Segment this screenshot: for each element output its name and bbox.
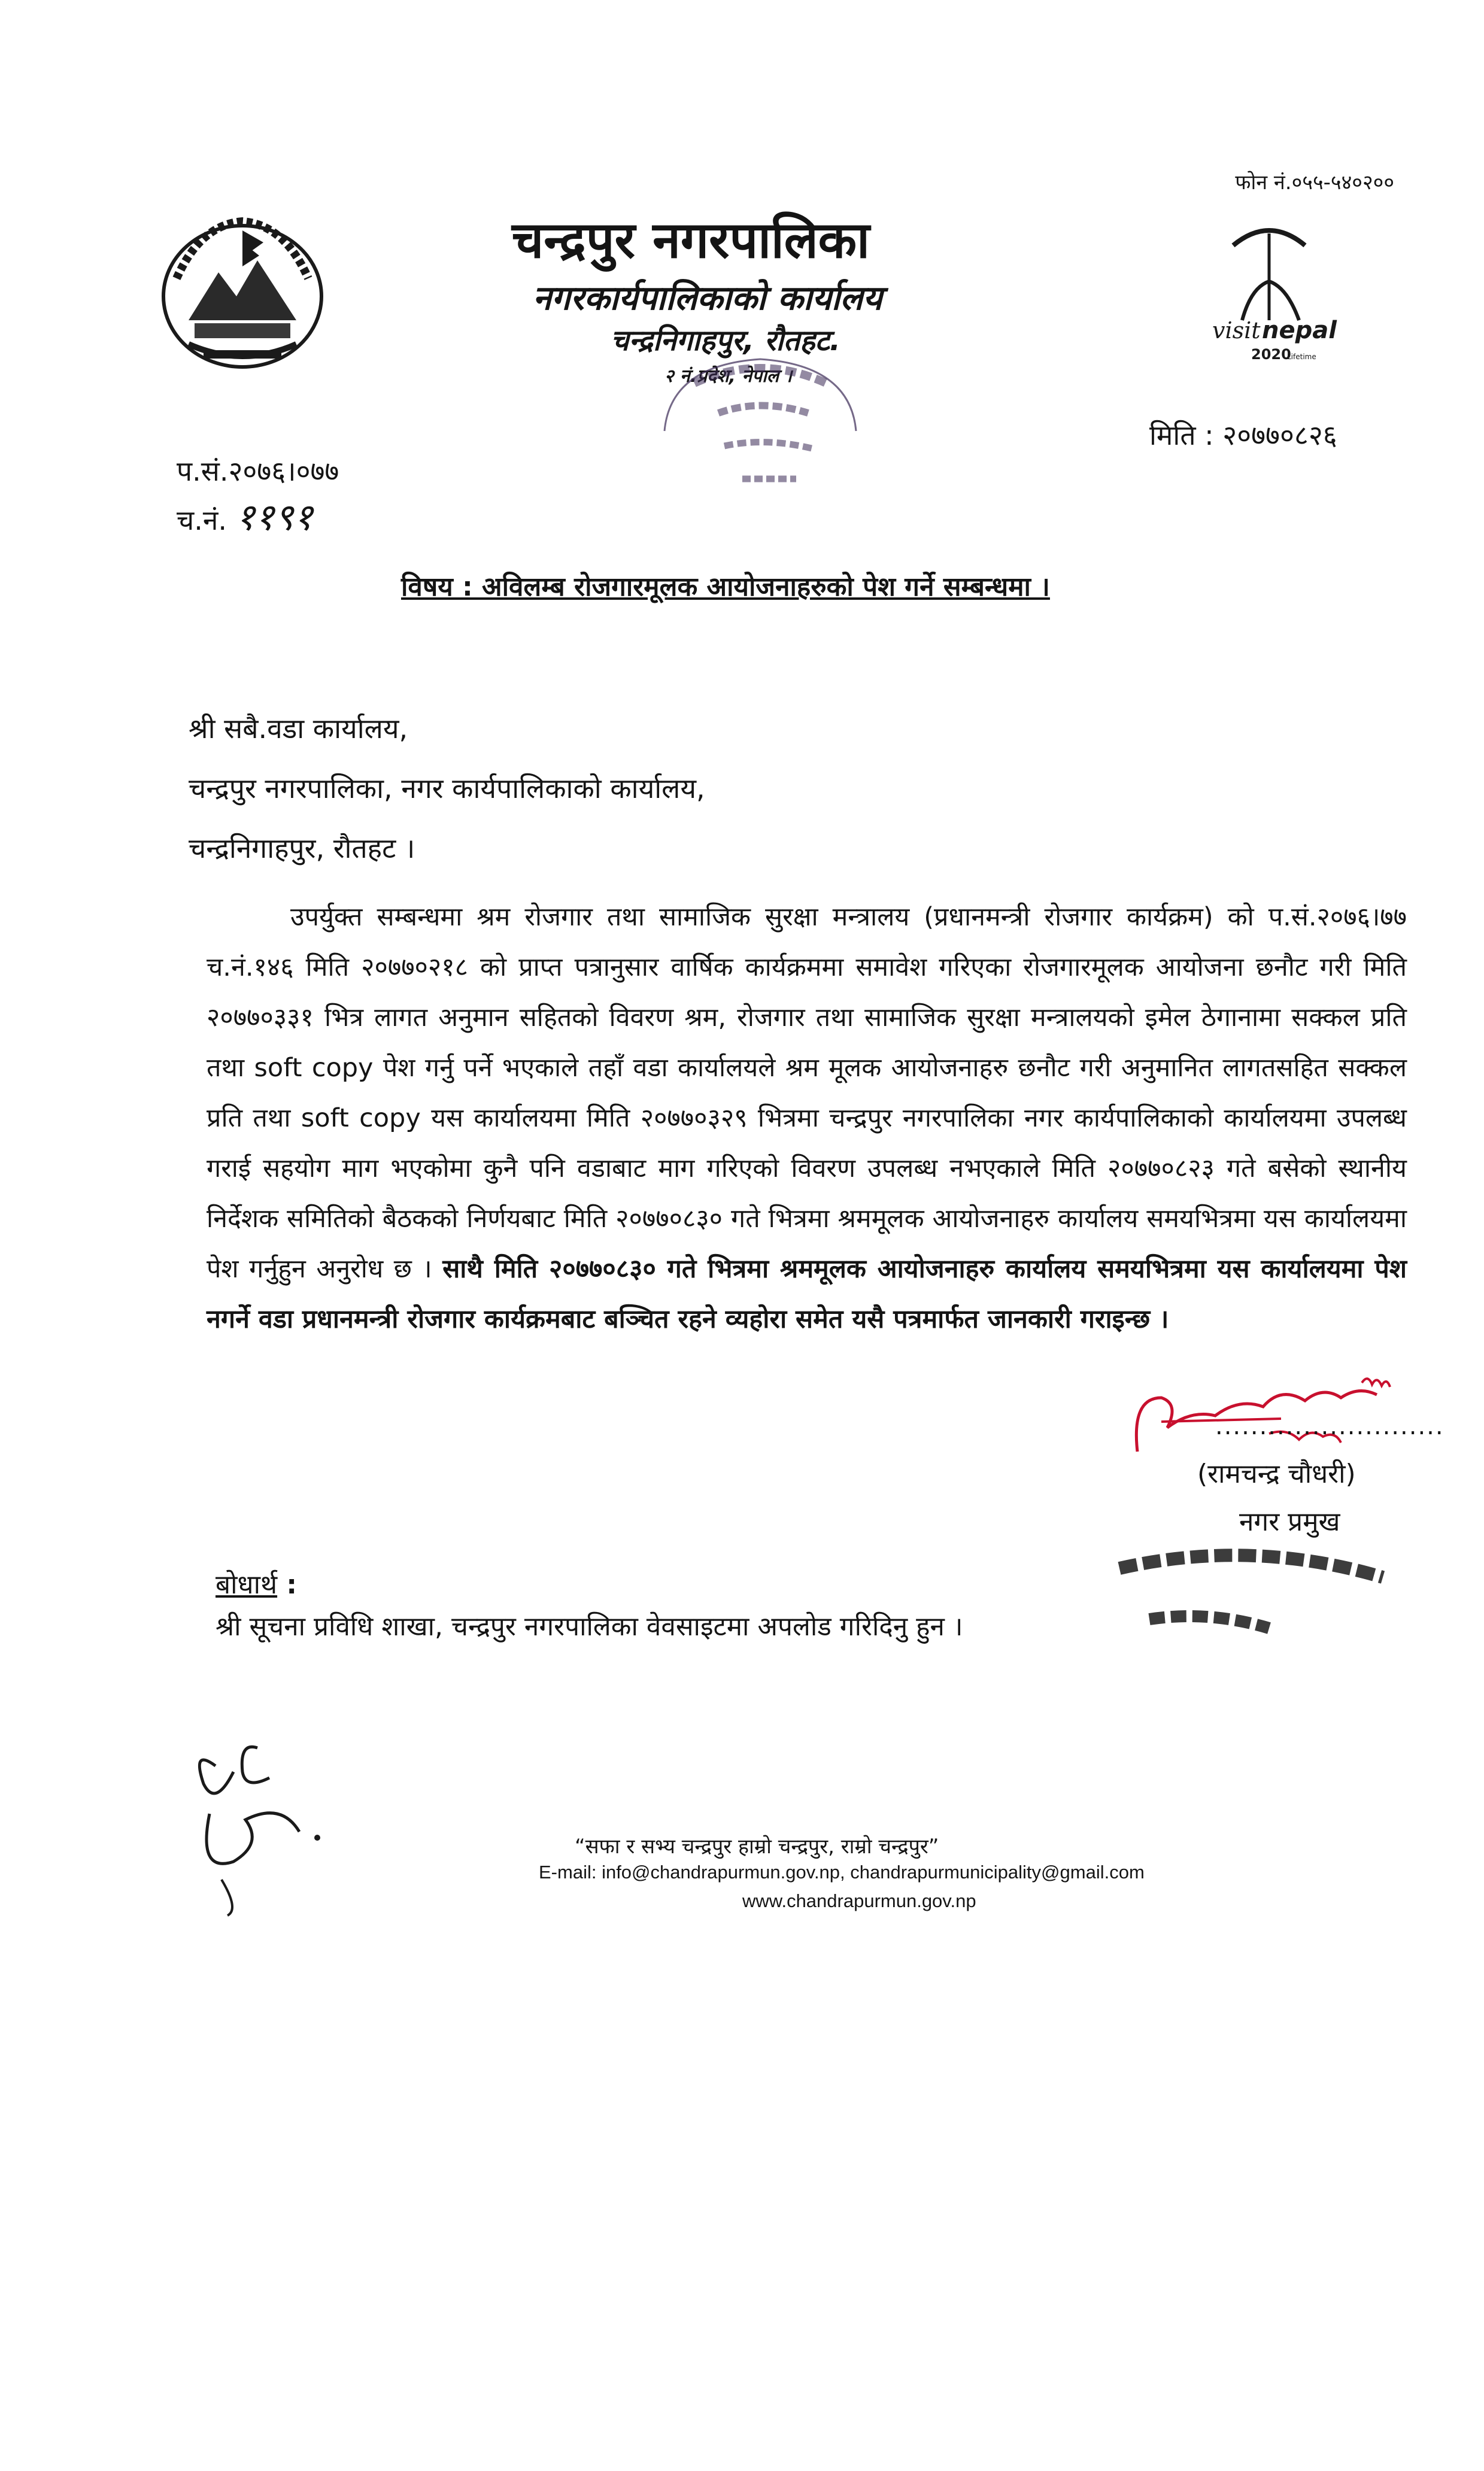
svg-text:2020: 2020 [1251, 346, 1291, 363]
signature-line: .......................... [1215, 1413, 1444, 1440]
svg-text:nepal: nepal [1262, 317, 1337, 344]
letter-subject: विषय : अविलम्ब रोजगारमूलक आयोजनाहरुको पेश गर्ने सम्बन्धमा । [401, 572, 1050, 602]
dispatch-label: च.नं. [177, 504, 227, 536]
recipient-line-1: श्री सबै.वडा कार्यालय, [189, 712, 408, 745]
dispatch-number [177, 491, 313, 541]
footer-website: www.chandrapurmun.gov.np [742, 1890, 976, 1911]
recipient-line-3: चन्द्रनिगाहपुर, रौतहट । [189, 832, 415, 864]
signatory-name: (रामचन्द्र चौधरी) [1197, 1459, 1356, 1489]
letter-date: मिति : २०७७०८२६ [1149, 419, 1337, 451]
office-stamp-icon [647, 341, 874, 509]
letter-body [207, 892, 1407, 1344]
svg-text:Lifetime: Lifetime [1287, 353, 1316, 361]
visit-nepal-logo-icon [1209, 215, 1337, 371]
footer-email: E-mail: info@chandrapurmun.gov.np, chandrapurmunicipality@gmail.com [539, 1862, 1145, 1883]
signatory-title: नगर प्रमुख [1239, 1507, 1340, 1537]
svg-text:visit: visit [1212, 317, 1261, 344]
cc-heading [216, 1565, 297, 1601]
cc-colon: : [277, 1570, 298, 1600]
name-stamp-icon [1113, 1520, 1389, 1652]
office-address: चन्द्रनिगाहपुर, रौतहट. [611, 324, 840, 357]
cc-label: बोधार्थ [216, 1570, 278, 1600]
footer-slogan: “सफा र सभ्य चन्द्रपुर हाम्रो चन्द्रपुर, राम्रो चन्द्रपुर” [575, 1835, 939, 1859]
phone-number: फोन नं.०५५-५४०२०० [1235, 171, 1394, 195]
organization-name: चन्द्रपुर नगरपालिका [512, 211, 870, 269]
body-text: उपर्युक्त सम्बन्धमा श्रम रोजगार तथा सामाजिक सुरक्षा मन्त्रालय (प्रधानमन्त्री रोजगार कार्यक्रम) को प.सं.२०७६।७७ च.नं.१४६ मिति २०७७०२१८ को प्राप्त पत्रानुसार वार्षिक कार्यक्रममा समावेश गरिएका रोजगारमूलक आयोजना छनौट गरी मिति २०७७०३३१ भित्र लागत अनुमान सहितको विवरण श्रम, रोजगार तथा सामाजिक सुरक्षा मन्त्रालयको इमेल ठेगानामा सक्कल प्रति तथा soft copy पेश गर्नु पर्ने भएकाले तहाँ वडा कार्यालयले श्रम मूलक आयोजनाहरु छनौट गरी अनुमानित लागतसहित सक्कल प्रति तथा soft copy यस कार्यालयमा मिति २०७७०३२९ भित्रमा चन्द्रपुर नगरपालिका नगर कार्यपालिकाको कार्यालयमा उपलब्ध गराई सहयोग माग भएकोमा कुनै पनि वडाबाट माग गरिएको विवरण उपलब्ध नभएकाले मिति २०७७०८२३ गते बसेको स्थानीय निर्देशक समितिको बैठकको निर्णयबाट मिति २०७७०८३० गते भित्रमा श्रममूलक आयोजनाहरु कार्यालय समयभित्रमा यस कार्यालयमा पेश गर्नुहुन अनुरोध छ । [207, 902, 1407, 1284]
reference-value: २०७६।०७७ [228, 455, 339, 487]
dispatch-value: ११९१ [235, 495, 313, 539]
handwritten-initials-icon [180, 1724, 335, 1921]
office-name: नगरकार्यपालिकाको कार्यालय [533, 279, 882, 318]
recipient-line-2: चन्द्रपुर नगरपालिका, नगर कार्यपालिकाको कार्यालय, [189, 772, 705, 805]
province-line: २ नं.प्रदेश, नेपाल । [664, 366, 792, 387]
reference-number [177, 452, 339, 489]
reference-label: प.सं. [177, 455, 229, 487]
body-bold-text: साथै मिति २०७७०८३० गते भित्रमा श्रममूलक आयोजनाहरु कार्यालय समयभित्रमा यस कार्यालयमा पेश नगर्ने वडा प्रधानमन्त्री रोजगार कार्यक्रमबाट बञ्चित रहने व्यहोरा समेत यसै पत्रमार्फत जानकारी गराइन्छ । [207, 1254, 1407, 1334]
cc-text: श्री सूचना प्रविधि शाखा, चन्द्रपुर नगरपालिका वेवसाइटमा अपलोड गरिदिनु हुन । [216, 1611, 963, 1642]
body-paragraph [207, 892, 1407, 1344]
nepal-emblem-icon [153, 207, 332, 380]
